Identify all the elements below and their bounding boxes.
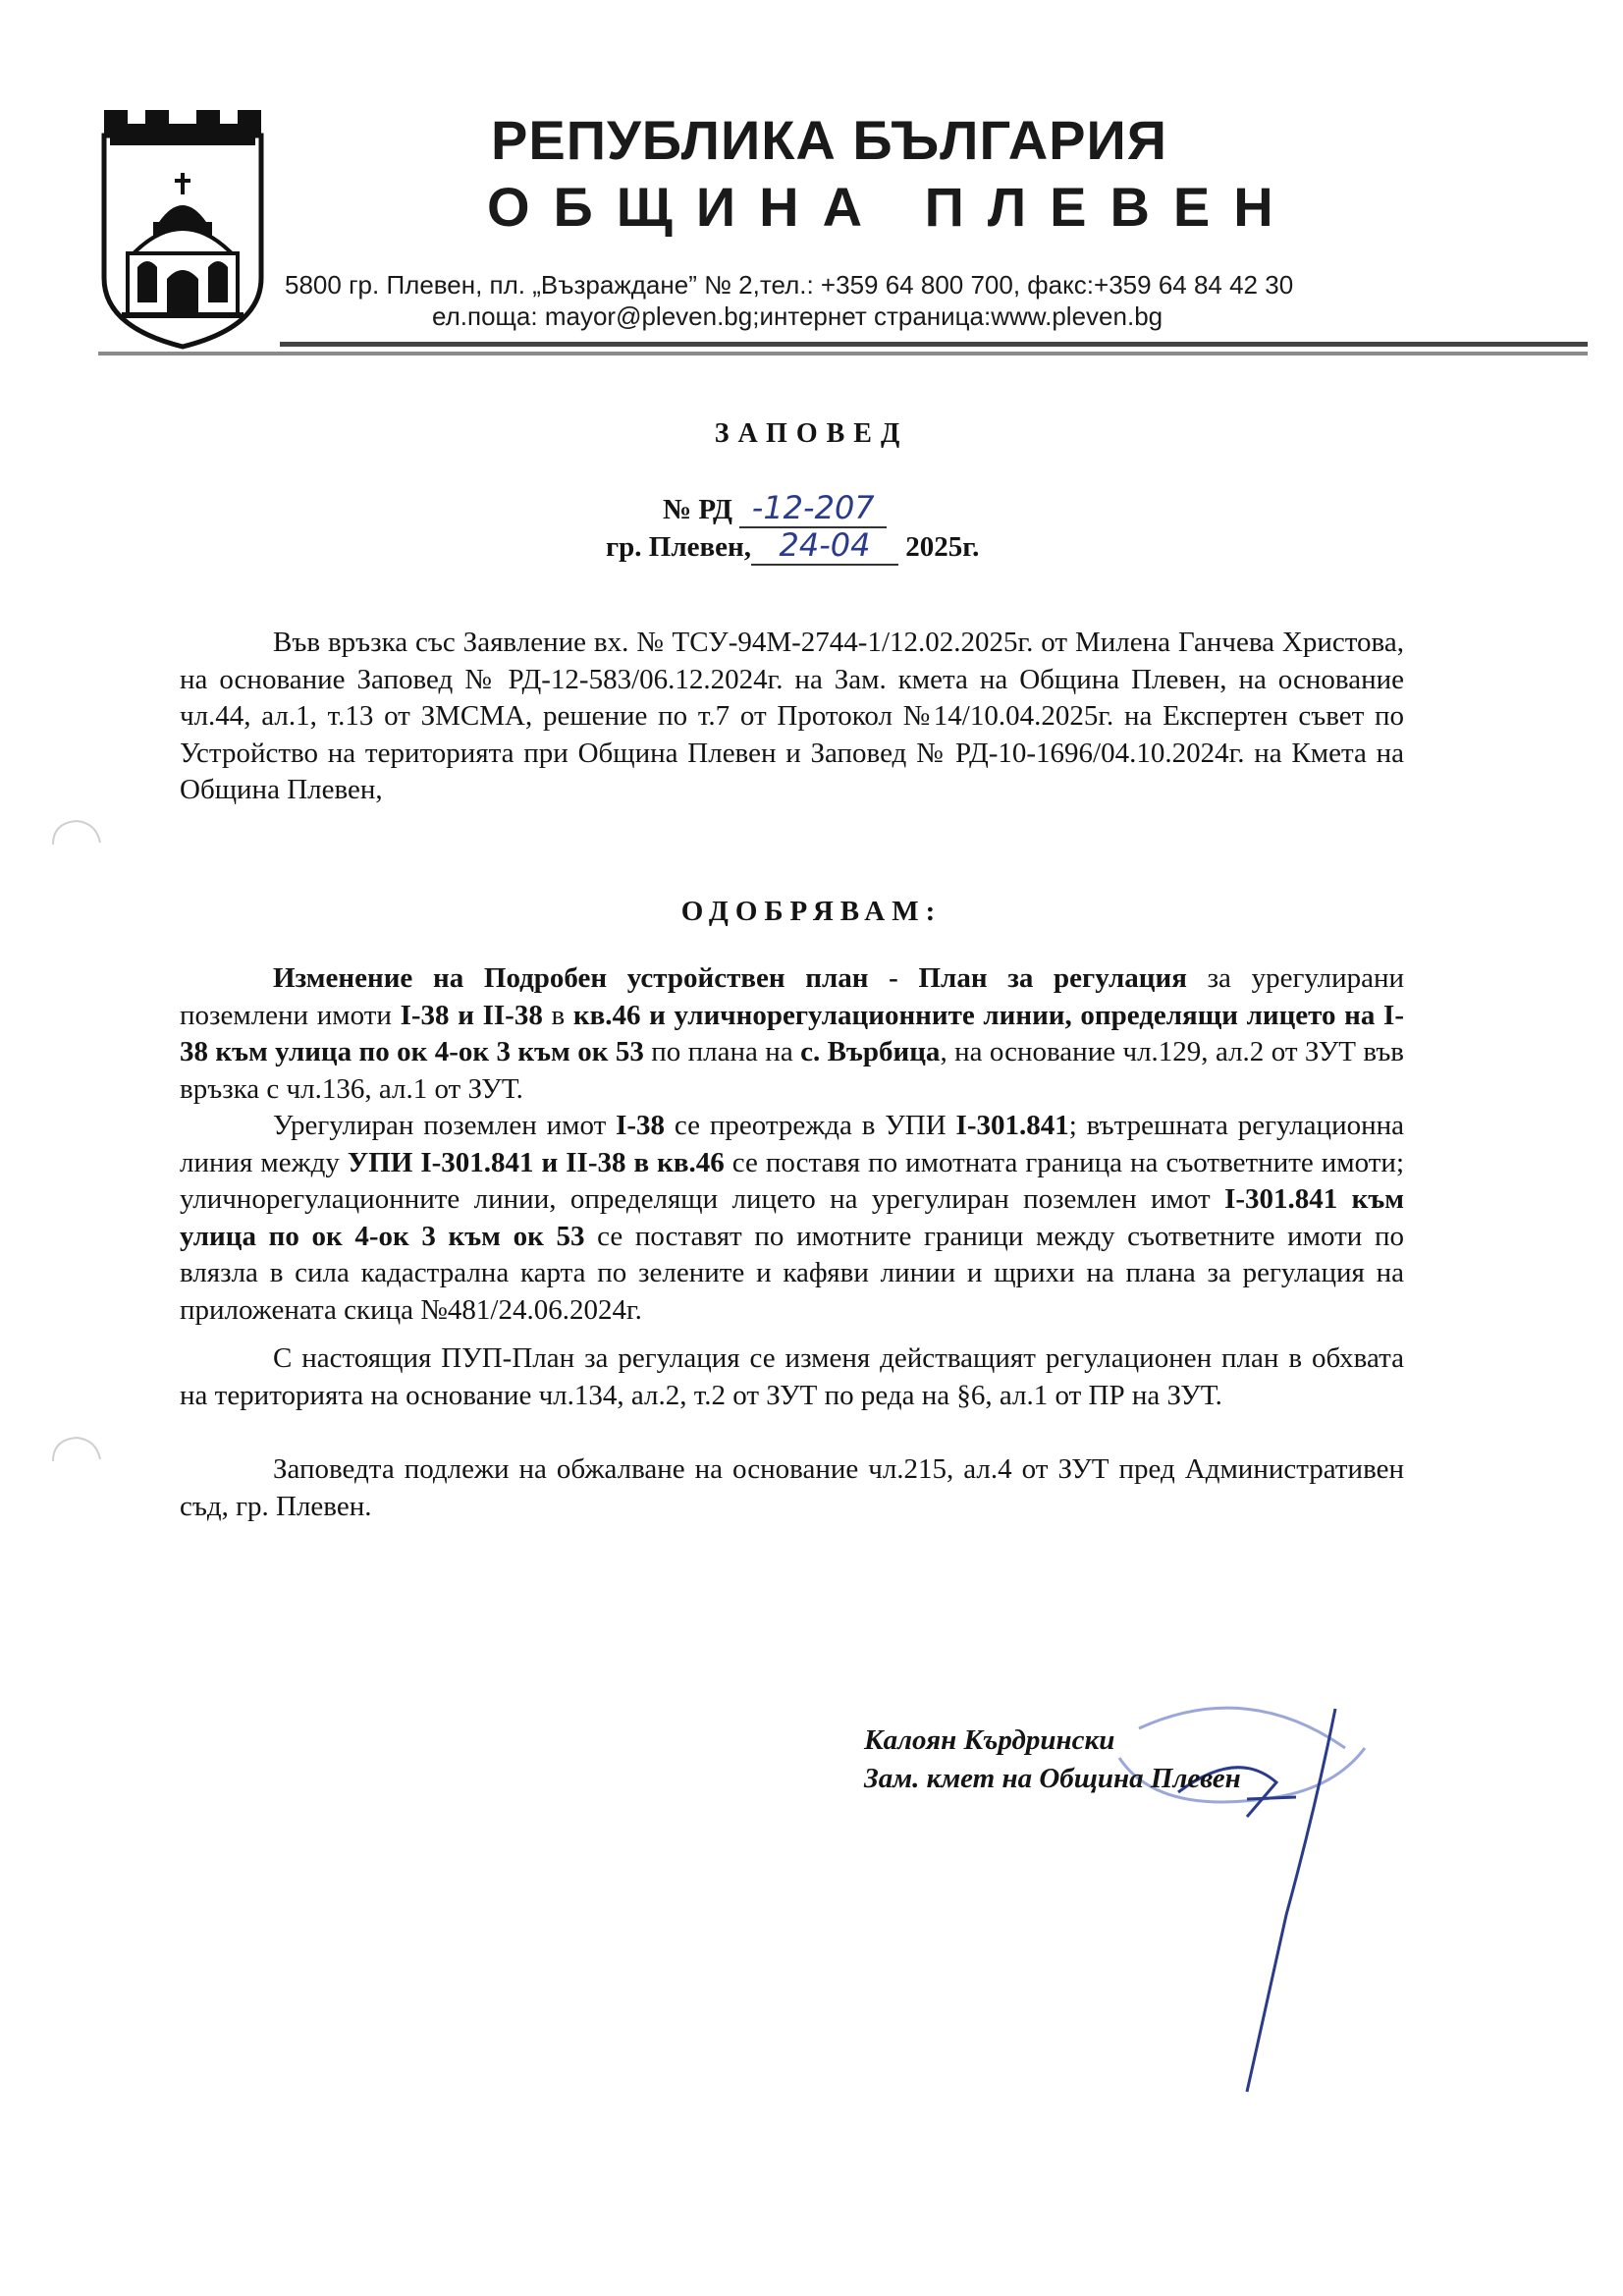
document-year: 2025г.	[905, 531, 980, 563]
document-number-field	[739, 489, 887, 528]
document-number	[663, 489, 887, 528]
p1-part: с. Върбица	[800, 1036, 941, 1067]
paragraph-2	[180, 1108, 1404, 1329]
paragraph-1	[180, 960, 1404, 1108]
paragraph-4: Заповедта подлежи на обжалване на основание чл.215, ал.4 от ЗУТ пред Административен съд, гр. Плевен.	[180, 1453, 1404, 1522]
p2-part: се преотрежда в УПИ	[665, 1110, 956, 1141]
header-divider-shadow	[98, 352, 1588, 355]
p2-part: I-38	[616, 1110, 666, 1141]
approve-heading: ОДОБРЯВАМ:	[680, 896, 943, 927]
header-title-municipality: ОБЩИНА ПЛЕВЕН	[487, 176, 1297, 238]
p2-part: I-301.841	[955, 1110, 1069, 1141]
p1-part: I-38 и II-38	[400, 999, 543, 1031]
signatory-position: Зам. кмет на Община Плевен	[864, 1763, 1241, 1794]
p2-part: УПИ I-301.841 и II-38 в кв.46	[347, 1146, 725, 1178]
p2-part: I-301.841 към улица по ок 4-ок 3 към ок 53	[180, 1183, 1404, 1252]
document-date	[606, 526, 979, 566]
p2-part: Урегулиран поземлен имот	[273, 1110, 617, 1141]
document-number-label: № РД	[663, 494, 732, 525]
document-title: ЗАПОВЕД	[714, 418, 909, 449]
p1-part: кв.46 и уличнорегулационните линии, определящи лицето на I-38 към улица по ок 4-ок 3 към ок 53	[180, 999, 1404, 1067]
document-date-field	[751, 526, 898, 566]
preamble-paragraph: Във връзка със Заявление вх. № ТСУ-94М-2744-1/12.02.2025г. от Милена Ганчева Христова, на основание Заповед № РД-12-583/06.12.2024г. на Зам. кмета на Община Плевен, на основание чл.44, ал.1, т.13 от ЗМСМА, решение по т.7 от Протокол №14/10.04.2025г. на Експертен съвет по Устройство на територията при Община Плевен и Заповед № РД-10-1696/04.10.2024г. на Кмета на Община Плевен,	[180, 627, 1404, 805]
p2-part: ; вътрешната регулационна линия между	[180, 1110, 1405, 1178]
coat-of-arms-icon	[98, 106, 267, 350]
handwritten-date: 24-04	[779, 526, 871, 564]
paragraph-3: С настоящия ПУП-План за регулация се изменя действащият регулационен план в обхвата на територията на основание чл.134, ал.2, т.2 от ЗУТ по реда на §6, ал.1 от ПР на ЗУТ.	[180, 1342, 1404, 1411]
p1-part: , на основание чл.129, ал.2 от ЗУТ във връзка с чл.136, ал.1 от ЗУТ.	[180, 1036, 1405, 1105]
p2-part: се поставят по имотните граници между съответните имоти по влязла в сила кадастрална карта по зелените и кафяви линии и щрихи на плана за регулация на приложената скица №481/24.06.2024г.	[180, 1220, 1404, 1326]
punch-hole-mark-icon	[47, 815, 106, 874]
header-address: 5800 гр. Плевен, пл. „Възраждане” № 2,тел.: +359 64 800 700, факс:+359 64 84 42 30	[285, 270, 1294, 300]
official-stamp-and-signature	[1100, 1689, 1394, 2102]
p1-part: за урегулирани поземлени имоти	[180, 962, 1404, 1031]
p1-part: в	[542, 999, 573, 1031]
header-contacts: ел.поща: mayor@pleven.bg;интернет страница:www.pleven.bg	[432, 301, 1163, 331]
header-title-republic: РЕПУБЛИКА БЪЛГАРИЯ	[491, 109, 1167, 171]
p1-part: по плана на	[643, 1036, 801, 1067]
header-divider	[280, 342, 1588, 347]
signatory-name: Калоян Кърдрински	[864, 1724, 1115, 1756]
p1-part: Изменение на Подробен устройствен план - План за регулация	[273, 962, 1187, 994]
punch-hole-mark-icon	[47, 1432, 106, 1491]
document-city-label: гр. Плевен,	[606, 531, 751, 563]
handwritten-number: -12-207	[751, 489, 875, 526]
p2-part: се поставя по имотната граница на съответните имоти; уличнорегулационните линии, определящи лицето на урегулиран поземлен имот	[180, 1146, 1405, 1215]
